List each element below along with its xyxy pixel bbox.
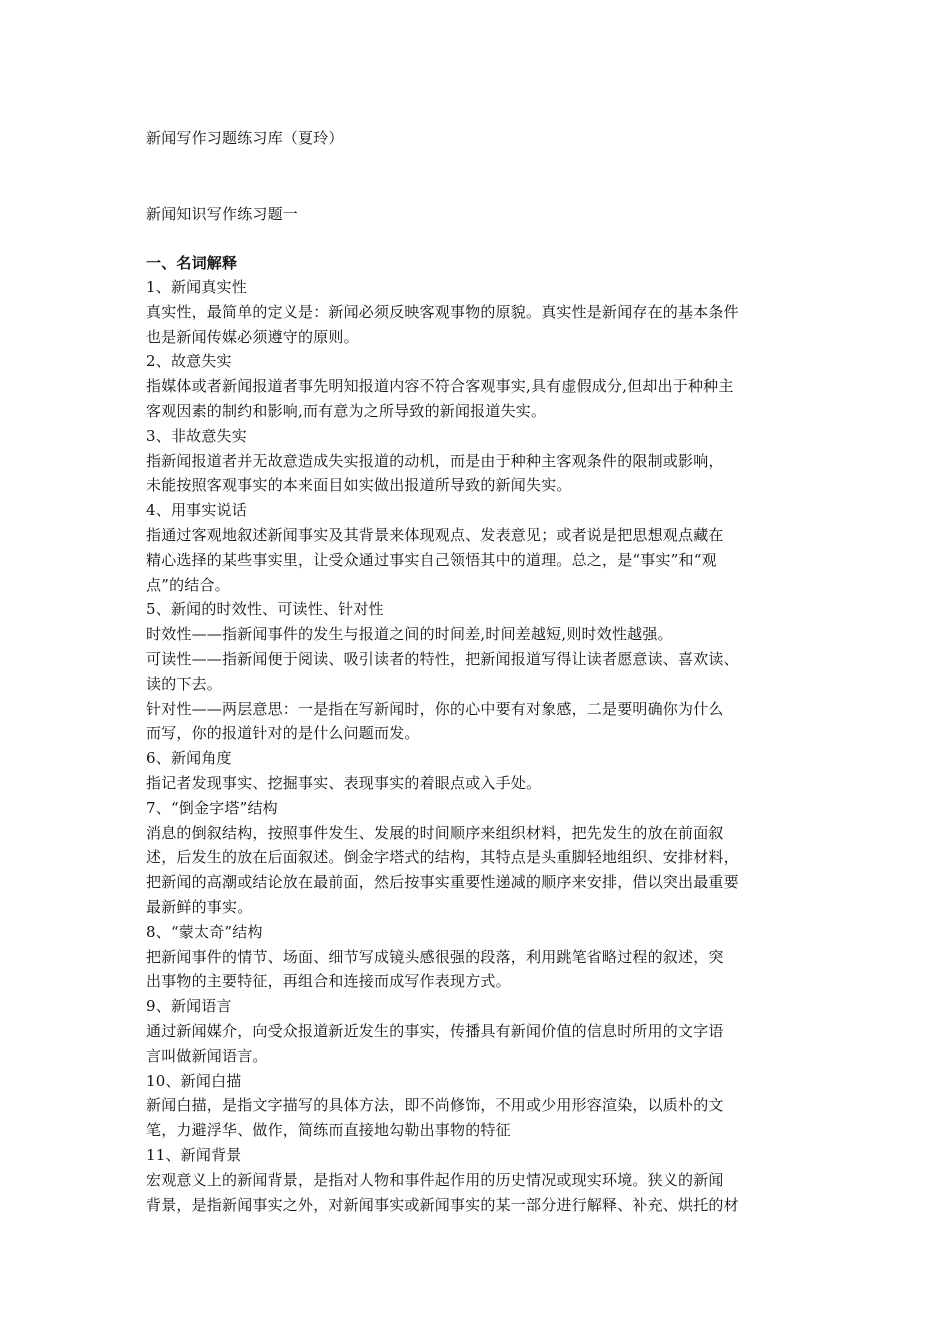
- body-line: 1、新闻真实性: [146, 278, 247, 296]
- body-line: 9、新闻语言: [146, 997, 232, 1015]
- body-line: 背景，是指新闻事实之外，对新闻事实或新闻事实的某一部分进行解释、补充、烘托的材: [146, 1196, 739, 1214]
- document-subtitle: 新闻知识写作练习题一: [146, 205, 299, 223]
- body-line: 5、新闻的时效性、可读性、针对性: [146, 600, 384, 618]
- body-line: 把新闻事件的情节、场面、细节写成镜头感很强的段落，利用跳笔省略过程的叙述，突: [146, 948, 724, 966]
- body-line: 8、“蒙太奇”结构: [146, 923, 263, 941]
- body-line: 也是新闻传媒必须遵守的原则。: [146, 328, 359, 346]
- body-line: 时效性——指新闻事件的发生与报道之间的时间差,时间差越短,则时效性越强。: [146, 625, 673, 643]
- body-line: 指媒体或者新闻报道者事先明知报道内容不符合客观事实,具有虚假成分,但却出于种种主: [146, 377, 734, 395]
- body-line: 述，后发生的放在后面叙述。倒金字塔式的结构，其特点是头重脚轻地组织、安排材料，: [146, 848, 739, 866]
- body-line: 精心选择的某些事实里，让受众通过事实自己领悟其中的道理。总之，是“事实”和“观: [146, 551, 717, 569]
- document-title: 新闻写作习题练习库（夏玲）: [146, 129, 344, 147]
- body-line: 可读性——指新闻便于阅读、吸引读者的特性，把新闻报道写得让读者愿意读、喜欢读、: [146, 650, 739, 668]
- body-line: 指通过客观地叙述新闻事实及其背景来体现观点、发表意见；或者说是把思想观点藏在: [146, 526, 724, 544]
- body-line: 点”的结合。: [146, 576, 230, 594]
- body-line: 6、新闻角度: [146, 749, 232, 767]
- body-line: 最新鲜的事实。: [146, 898, 253, 916]
- body-line: 7、“倒金字塔”结构: [146, 799, 278, 817]
- body-line: 10、新闻白描: [146, 1072, 242, 1090]
- body-line: 4、用事实说话: [146, 501, 247, 519]
- body-line: 指新闻报道者并无故意造成失实报道的动机，而是由于种种主客观条件的限制或影响，: [146, 452, 724, 470]
- body-line: 而写，你的报道针对的是什么问题而发。: [146, 724, 420, 742]
- body-line: 未能按照客观事实的本来面目如实做出报道所导致的新闻失实。: [146, 476, 572, 494]
- body-line: 宏观意义上的新闻背景，是指对人物和事件起作用的历史情况或现实环境。狭义的新闻: [146, 1171, 724, 1189]
- section-heading: 一、名词解释: [146, 254, 238, 272]
- body-line: 言叫做新闻语言。: [146, 1047, 268, 1065]
- body-line: 把新闻的高潮或结论放在最前面，然后按事实重要性递减的顺序来安排，借以突出最重要: [146, 873, 739, 891]
- body-line: 客观因素的制约和影响,而有意为之所导致的新闻报道失实。: [146, 402, 547, 420]
- body-line: 通过新闻媒介，向受众报道新近发生的事实，传播具有新闻价值的信息时所用的文字语: [146, 1022, 724, 1040]
- body-line: 笔，力避浮华、做作，简练而直接地勾勒出事物的特征: [146, 1121, 511, 1139]
- body-line: 指记者发现事实、挖掘事实、表现事实的着眼点或入手处。: [146, 774, 542, 792]
- body-line: 真实性，最简单的定义是：新闻必须反映客观事物的原貌。真实性是新闻存在的基本条件: [146, 303, 739, 321]
- body-line: 读的下去。: [146, 675, 223, 693]
- body-line: 3、非故意失实: [146, 427, 247, 445]
- body-line: 针对性——两层意思：一是指在写新闻时，你的心中要有对象感，二是要明确你为什么: [146, 700, 724, 718]
- body-line: 2、故意失实: [146, 352, 232, 370]
- body-line: 新闻白描，是指文字描写的具体方法，即不尚修饰，不用或少用形容渲染，以质朴的文: [146, 1096, 724, 1114]
- body-line: 出事物的主要特征，再组合和连接而成写作表现方式。: [146, 972, 511, 990]
- body-line: 消息的倒叙结构，按照事件发生、发展的时间顺序来组织材料，把先发生的放在前面叙: [146, 824, 724, 842]
- body-line: 11、新闻背景: [146, 1146, 242, 1164]
